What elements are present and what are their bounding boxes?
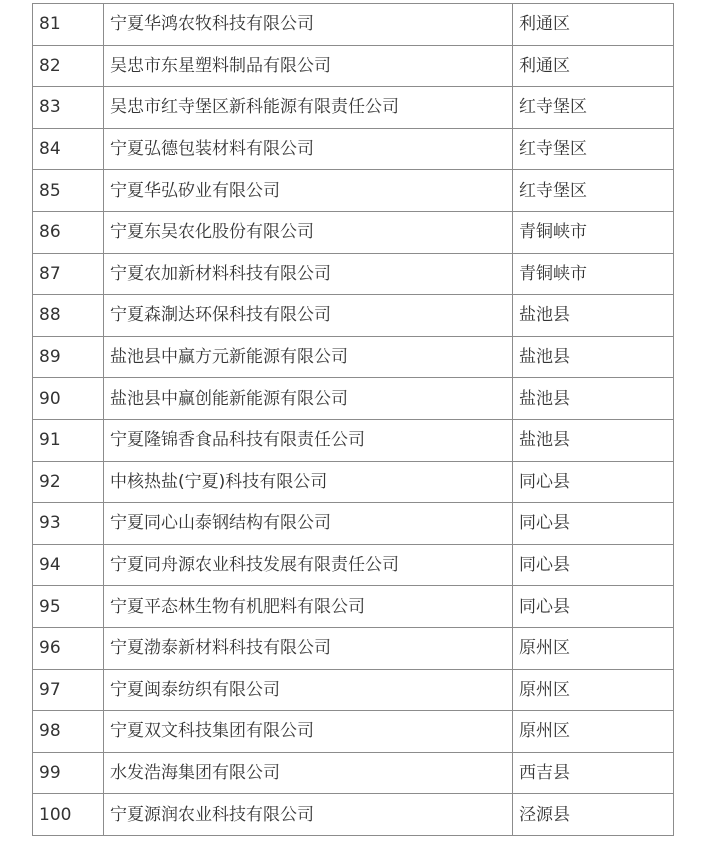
district-cell: 青铜峡市 (513, 211, 674, 253)
row-number-cell: 91 (33, 419, 104, 461)
table-row (33, 295, 674, 337)
table-row (33, 586, 674, 628)
table-row (33, 503, 674, 545)
row-number-cell: 92 (33, 461, 104, 503)
district-cell: 青铜峡市 (513, 253, 674, 295)
district-cell: 盐池县 (513, 419, 674, 461)
district-cell: 盐池县 (513, 295, 674, 337)
row-number-cell: 82 (33, 45, 104, 87)
company-table (32, 3, 674, 836)
district-cell: 同心县 (513, 503, 674, 545)
company-name-cell: 宁夏双文科技集团有限公司 (104, 711, 513, 753)
row-number-cell: 87 (33, 253, 104, 295)
row-number-cell: 84 (33, 128, 104, 170)
company-name-cell: 宁夏东吴农化股份有限公司 (104, 211, 513, 253)
company-name-cell: 宁夏闽泰纺织有限公司 (104, 669, 513, 711)
company-name-cell: 盐池县中赢方元新能源有限公司 (104, 336, 513, 378)
table-row (33, 170, 674, 212)
row-number-cell: 83 (33, 87, 104, 129)
company-table-body (33, 4, 674, 836)
district-cell: 原州区 (513, 711, 674, 753)
company-name-cell: 宁夏华鸿农牧科技有限公司 (104, 4, 513, 46)
table-row (33, 253, 674, 295)
district-cell: 原州区 (513, 627, 674, 669)
company-name-cell: 宁夏平态林生物有机肥料有限公司 (104, 586, 513, 628)
district-cell: 原州区 (513, 669, 674, 711)
district-cell: 盐池县 (513, 336, 674, 378)
district-cell: 红寺堡区 (513, 128, 674, 170)
table-row (33, 336, 674, 378)
district-cell: 盐池县 (513, 378, 674, 420)
district-cell: 同心县 (513, 586, 674, 628)
table-row (33, 752, 674, 794)
table-row (33, 4, 674, 46)
company-name-cell: 吴忠市红寺堡区新科能源有限责任公司 (104, 87, 513, 129)
company-name-cell: 宁夏隆锦香食品科技有限责任公司 (104, 419, 513, 461)
company-name-cell: 中核热盐(宁夏)科技有限公司 (104, 461, 513, 503)
row-number-cell: 90 (33, 378, 104, 420)
company-name-cell: 宁夏森淛达环保科技有限公司 (104, 295, 513, 337)
company-name-cell: 吴忠市东星塑料制品有限公司 (104, 45, 513, 87)
company-name-cell: 宁夏弘德包装材料有限公司 (104, 128, 513, 170)
row-number-cell: 99 (33, 752, 104, 794)
row-number-cell: 98 (33, 711, 104, 753)
row-number-cell: 96 (33, 627, 104, 669)
row-number-cell: 85 (33, 170, 104, 212)
company-name-cell: 水发浩海集团有限公司 (104, 752, 513, 794)
table-row (33, 419, 674, 461)
district-cell: 利通区 (513, 45, 674, 87)
table-row (33, 627, 674, 669)
company-name-cell: 宁夏同心山泰钢结构有限公司 (104, 503, 513, 545)
district-cell: 利通区 (513, 4, 674, 46)
table-row (33, 461, 674, 503)
row-number-cell: 89 (33, 336, 104, 378)
table-row (33, 378, 674, 420)
district-cell: 同心县 (513, 544, 674, 586)
district-cell: 红寺堡区 (513, 87, 674, 129)
table-row (33, 544, 674, 586)
row-number-cell: 95 (33, 586, 104, 628)
district-cell: 泾源县 (513, 794, 674, 836)
row-number-cell: 94 (33, 544, 104, 586)
table-row (33, 711, 674, 753)
district-cell: 红寺堡区 (513, 170, 674, 212)
company-name-cell: 宁夏农加新材料科技有限公司 (104, 253, 513, 295)
company-name-cell: 宁夏同舟源农业科技发展有限责任公司 (104, 544, 513, 586)
district-cell: 西吉县 (513, 752, 674, 794)
company-name-cell: 宁夏华弘矽业有限公司 (104, 170, 513, 212)
company-name-cell: 宁夏源润农业科技有限公司 (104, 794, 513, 836)
row-number-cell: 97 (33, 669, 104, 711)
table-row (33, 45, 674, 87)
table-row (33, 211, 674, 253)
company-name-cell: 宁夏渤泰新材料科技有限公司 (104, 627, 513, 669)
row-number-cell: 88 (33, 295, 104, 337)
row-number-cell: 86 (33, 211, 104, 253)
table-row (33, 794, 674, 836)
company-name-cell: 盐池县中赢创能新能源有限公司 (104, 378, 513, 420)
table-row (33, 128, 674, 170)
table-row (33, 87, 674, 129)
row-number-cell: 81 (33, 4, 104, 46)
row-number-cell: 100 (33, 794, 104, 836)
row-number-cell: 93 (33, 503, 104, 545)
company-table-container (32, 3, 673, 836)
district-cell: 同心县 (513, 461, 674, 503)
table-row (33, 669, 674, 711)
